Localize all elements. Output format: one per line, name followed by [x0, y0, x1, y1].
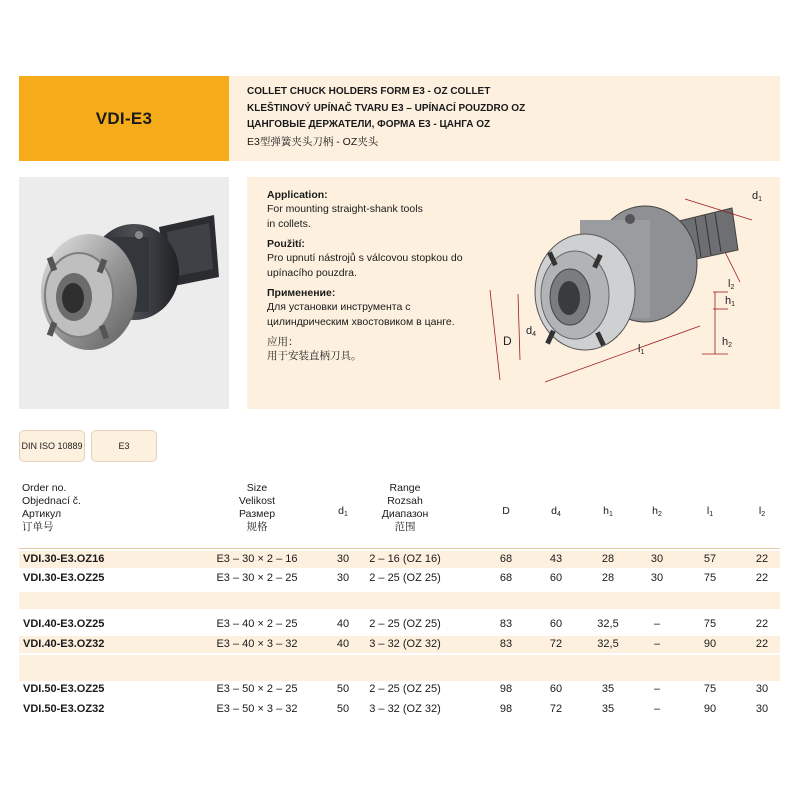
table-divider — [19, 548, 780, 549]
h2-cell: – — [653, 703, 661, 715]
col-header-h1: $h_1$ — [603, 505, 613, 518]
h1-cell: 32,5 — [597, 638, 619, 650]
col-header-range: Range Rozsah Диапазон 范围 — [381, 482, 429, 533]
d4-cell: 60 — [549, 618, 563, 630]
col-header-l2: $l_2$ — [758, 505, 766, 518]
standard-form-badge: E3 — [91, 430, 157, 462]
order-number-cell: VDI.50-E3.OZ32 — [23, 703, 105, 715]
l1-cell: 75 — [703, 618, 717, 630]
order-number-cell: VDI.30-E3.OZ16 — [23, 553, 105, 565]
application-text — [267, 188, 497, 370]
h1-cell: 28 — [601, 572, 615, 584]
h2-cell: – — [653, 618, 661, 630]
l1-cell: 90 — [703, 638, 717, 650]
D-cell: 68 — [499, 572, 513, 584]
range-cell: 3 – 32 (OZ 32) — [369, 703, 441, 715]
zh-application-label: 应用： — [267, 336, 299, 348]
D-cell: 83 — [499, 638, 513, 650]
row-band — [19, 655, 780, 681]
d1-cell: 40 — [336, 638, 350, 650]
row-band — [19, 592, 780, 609]
technical-drawing — [470, 182, 775, 404]
product-tag — [19, 76, 229, 161]
product-photo — [19, 177, 229, 409]
size-cell: E3 – 50 × 2 – 25 — [216, 683, 298, 695]
l2-cell: 22 — [755, 638, 769, 650]
h2-cell: – — [653, 683, 661, 695]
col-header-size: Size Velikost Размер 规格 — [238, 482, 276, 533]
l1-cell: 57 — [703, 553, 717, 565]
D-cell: 68 — [499, 553, 513, 565]
order-number-cell: VDI.40-E3.OZ25 — [23, 618, 105, 630]
dim-D: D — [503, 334, 512, 348]
range-cell: 2 – 16 (OZ 16) — [369, 553, 441, 565]
h1-cell: 28 — [601, 553, 615, 565]
d4-cell: 72 — [549, 638, 563, 650]
l2-cell: 30 — [755, 683, 769, 695]
dim-l2: l2 — [728, 278, 735, 291]
d4-cell: 60 — [549, 683, 563, 695]
l2-cell: 30 — [755, 703, 769, 715]
dim-l1: l1 — [638, 343, 645, 356]
col-header-d4: $d_4$ — [551, 505, 561, 518]
dim-h2: h2 — [722, 336, 733, 349]
zh-application-description: 用于安装直柄刀具。 — [267, 350, 362, 362]
size-cell: E3 – 50 × 3 – 32 — [216, 703, 298, 715]
title-zh: E3型弹簧夹头刀柄 - OZ夹头 — [247, 135, 379, 148]
h2-cell: – — [653, 638, 661, 650]
D-cell: 98 — [499, 703, 513, 715]
d1-cell: 40 — [336, 618, 350, 630]
l2-cell: 22 — [755, 572, 769, 584]
range-cell: 2 – 25 (OZ 25) — [369, 618, 441, 630]
size-cell: E3 – 40 × 2 – 25 — [216, 618, 298, 630]
order-number-cell: VDI.30-E3.OZ25 — [23, 572, 105, 584]
primenenie-label: Применение: — [267, 287, 336, 299]
order-number-cell: VDI.40-E3.OZ32 — [23, 638, 105, 650]
l2-cell: 22 — [755, 553, 769, 565]
col-header-l1: $l_1$ — [706, 505, 714, 518]
d4-cell: 43 — [549, 553, 563, 565]
col-header-D: D — [502, 505, 510, 517]
h1-cell: 35 — [601, 683, 615, 695]
d1-cell: 50 — [336, 683, 350, 695]
d4-cell: 60 — [549, 572, 563, 584]
application-description: For mounting straight-shank tools in collets. — [267, 203, 423, 230]
primenenie-description: Для установки инструмента с цилиндрическим хвостовиком в цанге. — [267, 301, 455, 328]
title-en: COLLET CHUCK HOLDERS FORM E3 - OZ COLLET — [247, 86, 491, 97]
title-cz: KLEŠTINOVÝ UPÍNAČ TVARU E3 – UPÍNACÍ POUZDRO OZ — [247, 102, 526, 114]
range-cell: 3 – 32 (OZ 32) — [369, 638, 441, 650]
product-tag-label: VDI-E3 — [95, 108, 153, 128]
d1-cell: 50 — [336, 703, 350, 715]
dim-h1: h1 — [725, 295, 736, 308]
d1-cell: 30 — [336, 553, 350, 565]
h1-cell: 32,5 — [597, 618, 619, 630]
l1-cell: 75 — [703, 572, 717, 584]
order-number-cell: VDI.50-E3.OZ25 — [23, 683, 105, 695]
title-ru: ЦАНГОВЫЕ ДЕРЖАТЕЛИ, ФОРМА E3 - ЦАНГА OZ — [247, 119, 491, 130]
h2-cell: 30 — [650, 553, 664, 565]
col-header-d1: $d_1$ — [338, 505, 348, 518]
D-cell: 98 — [499, 683, 513, 695]
dim-d4: d4 — [526, 325, 537, 338]
standard-iso-badge: DIN ISO 10889 — [19, 430, 85, 462]
dim-d1: d1 — [752, 190, 763, 203]
size-cell: E3 – 40 × 3 – 32 — [216, 638, 298, 650]
pouziti-description: Pro upnutí nástrojů s válcovou stopkou do upínacího pouzdra. — [267, 252, 463, 279]
range-cell: 2 – 25 (OZ 25) — [369, 572, 441, 584]
application-label: Application: — [267, 189, 328, 201]
size-cell: E3 – 30 × 2 – 25 — [216, 572, 298, 584]
collet-holder-photo-icon — [19, 177, 229, 409]
l1-cell: 90 — [703, 703, 717, 715]
col-header-h2: $h_2$ — [652, 505, 662, 518]
l2-cell: 22 — [755, 618, 769, 630]
h2-cell: 30 — [650, 572, 664, 584]
l1-cell: 75 — [703, 683, 717, 695]
range-cell: 2 – 25 (OZ 25) — [369, 683, 441, 695]
h1-cell: 35 — [601, 703, 615, 715]
d1-cell: 30 — [336, 572, 350, 584]
D-cell: 83 — [499, 618, 513, 630]
header-title-block — [247, 84, 767, 150]
d4-cell: 72 — [549, 703, 563, 715]
col-header-order: Order no. Objednací č. Артикул 订单号 — [22, 482, 81, 533]
size-cell: E3 – 30 × 2 – 16 — [216, 553, 298, 565]
pouziti-label: Použití: — [267, 238, 305, 250]
